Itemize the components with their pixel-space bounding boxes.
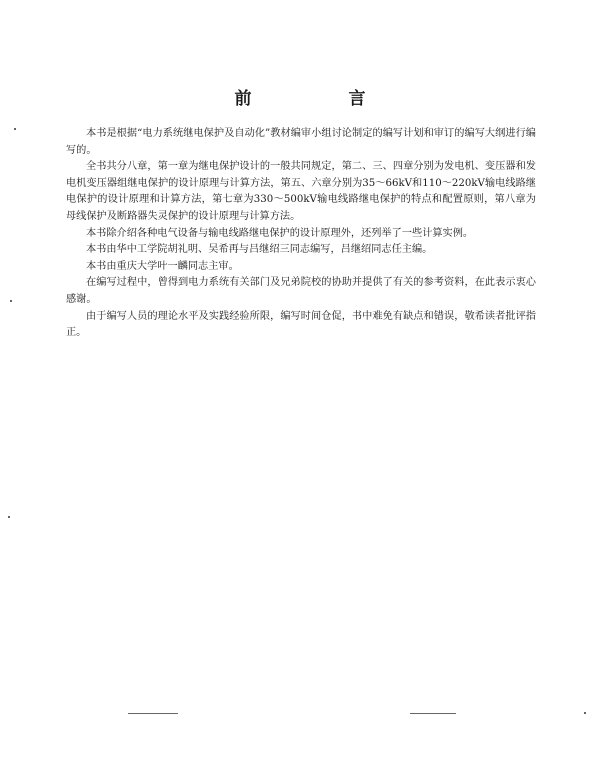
scan-speck (10, 300, 12, 302)
page-title: 前 言 (234, 89, 406, 109)
scan-speck (14, 128, 16, 130)
scan-line (128, 713, 178, 714)
paragraph-6: 在编写过程中，曾得到电力系统有关部门及兄弟院校的协助并提供了有关的参考资料，在此表示衷心感谢。 (66, 277, 536, 305)
paragraph-5: 本书由重庆大学叶一麟同志主审。 (86, 260, 239, 272)
preface-body (66, 126, 536, 342)
paragraph-2: 全书共分八章，第一章为继电保护设计的一般共同规定，第二、三、四章分别为发电机、变压器和发电机变压器组继电保护的设计原理与计算方法，第五、六章分别为35～66kV和110～220kV输电线路继电保护的设计原理和计算方法，第七章为330～500kV输电线路继电保护的特点和配置原则，第八章为母线保护及断路器失灵保护的设计原理与计算方法。 (66, 161, 536, 222)
paragraph-4: 本书由华中工学院胡礼明、吴希再与吕继绍三同志编写，吕继绍同志任主编。 (86, 244, 433, 256)
scan-speck (8, 516, 10, 518)
paragraph-3: 本书除介绍各种电气设备与输电线路继电保护的设计原理外，还列举了一些计算实例。 (86, 227, 474, 239)
scan-speck (584, 712, 586, 714)
paragraph-7: 由于编写人员的理论水平及实践经验所限，编写时间仓促，书中难免有缺点和错误，敬希读者批评指正。 (66, 310, 536, 339)
scan-line (410, 713, 456, 714)
paragraph-1: 本书是根据“电力系统继电保护及自动化”教材编审小组讨论制定的编写计划和审订的编写大纲进行编写的。 (66, 128, 536, 156)
